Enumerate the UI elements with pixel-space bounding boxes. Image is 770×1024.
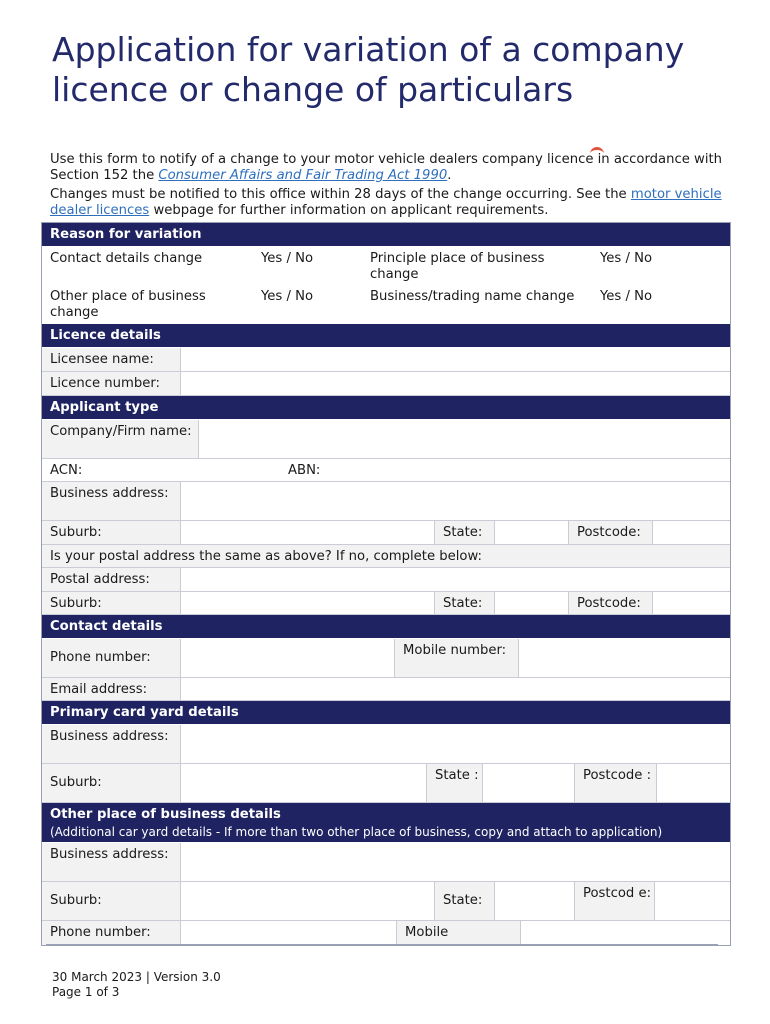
- applicant-header-text: Applicant type: [50, 400, 159, 415]
- contact-header-text: Contact details: [50, 619, 163, 634]
- other-address-label: Business address:: [42, 843, 180, 881]
- postal-postcode-input[interactable]: [652, 592, 730, 614]
- mobile-label: Mobile number:: [394, 639, 518, 677]
- reason-label-contact: Contact details change: [50, 251, 203, 266]
- phone-label: Phone number:: [42, 639, 180, 677]
- email-row: [42, 678, 730, 701]
- primary-yard-header-text: Primary card yard details: [50, 705, 239, 720]
- footer-page-number: Page 1 of 3: [52, 985, 120, 999]
- primary-suburb-row: [42, 764, 730, 803]
- other-phone-input[interactable]: [180, 921, 396, 945]
- state-input[interactable]: [494, 521, 568, 544]
- primary-postcode-input[interactable]: [656, 764, 730, 802]
- section-header-primary-yard: [42, 701, 730, 725]
- licence-header-text: Licence details: [50, 328, 161, 343]
- postal-suburb-label: Suburb:: [42, 592, 180, 614]
- section-header-reason: [42, 223, 730, 247]
- licensee-name-row: [42, 348, 730, 372]
- primary-address-label: Business address:: [42, 725, 180, 763]
- other-address-input[interactable]: [180, 843, 730, 881]
- postal-question-row: [42, 545, 730, 568]
- phone-input[interactable]: [180, 639, 394, 677]
- business-address-label: Business address:: [42, 482, 180, 520]
- primary-state-input[interactable]: [482, 764, 574, 802]
- postal-address-input[interactable]: [180, 568, 730, 591]
- company-name-label: Company/Firm name:: [42, 420, 198, 458]
- business-address-row: [42, 482, 730, 521]
- reason-row-1: [42, 247, 730, 285]
- company-name-input[interactable]: [198, 420, 730, 458]
- intro-p1-end: .: [447, 168, 452, 183]
- reason-choice-trading-name[interactable]: Yes / No: [600, 289, 653, 304]
- licence-number-input[interactable]: [180, 372, 730, 395]
- other-state-input[interactable]: [494, 882, 574, 920]
- mobile-input[interactable]: [518, 639, 730, 677]
- primary-state-label: State :: [426, 764, 482, 802]
- primary-address-row: [42, 725, 730, 764]
- postcode-input[interactable]: [652, 521, 730, 544]
- footer-version: 30 March 2023 | Version 3.0: [52, 970, 221, 984]
- other-place-header-text: Other place of business details: [50, 807, 281, 822]
- acn-label[interactable]: ACN:: [50, 463, 83, 478]
- section-header-other-place: [42, 803, 730, 843]
- reason-label-other-place: Other place of business change: [50, 289, 206, 320]
- other-phone-row: [42, 921, 730, 945]
- reason-choice-other-place[interactable]: Yes / No: [261, 289, 314, 304]
- primary-suburb-input[interactable]: [180, 764, 426, 802]
- page-title: Application for variation of a company licence or change of particulars: [52, 30, 685, 109]
- page-divider: [46, 944, 718, 945]
- primary-postcode-label: Postcode :: [574, 764, 656, 802]
- email-label: Email address:: [42, 678, 180, 700]
- other-mobile-label: Mobile: [396, 921, 520, 945]
- reason-row-2: [42, 285, 730, 324]
- postal-address-row: [42, 568, 730, 592]
- reason-label-trading-name: Business/trading name change: [370, 289, 575, 304]
- other-suburb-input[interactable]: [180, 882, 434, 920]
- phone-row: [42, 639, 730, 678]
- other-state-label: State:: [434, 882, 494, 920]
- company-name-row: [42, 420, 730, 459]
- reason-choice-contact[interactable]: Yes / No: [261, 251, 314, 266]
- intro-p2-text: Changes must be notified to this office within 28 days of the change occurring. See the: [50, 187, 631, 202]
- state-label: State:: [434, 521, 494, 544]
- postal-state-input[interactable]: [494, 592, 568, 614]
- other-postcode-label: Postcod e:: [574, 882, 654, 920]
- postal-address-label: Postal address:: [42, 568, 180, 591]
- postal-postcode-label: Postcode:: [568, 592, 652, 614]
- other-mobile-input[interactable]: [520, 921, 730, 945]
- licensee-name-label: Licensee name:: [42, 348, 180, 371]
- section-header-applicant: [42, 396, 730, 420]
- postal-state-label: State:: [434, 592, 494, 614]
- licence-number-row: [42, 372, 730, 396]
- licensee-name-input[interactable]: [180, 348, 730, 371]
- suburb-input[interactable]: [180, 521, 434, 544]
- other-place-subheader-text: (Additional car yard details - If more than two other place of business, copy and attach to application): [50, 825, 663, 839]
- intro-p1-text: Use this form to notify of a change to your motor vehicle dealers company licence in accordance with Section 152 the: [50, 152, 723, 183]
- postal-suburb-row: [42, 592, 730, 615]
- intro-p2-end: webpage for further information on applicant requirements.: [149, 203, 549, 218]
- primary-address-input[interactable]: [180, 725, 730, 763]
- other-postcode-input[interactable]: [654, 882, 730, 920]
- page-footer: [52, 970, 221, 1000]
- reason-choice-principle-place[interactable]: Yes / No: [600, 251, 653, 266]
- other-suburb-row: [42, 882, 730, 921]
- suburb-row: [42, 521, 730, 545]
- reason-label-principle-place: Principle place of business change: [370, 251, 545, 282]
- other-address-row: [42, 843, 730, 882]
- postal-question-text: Is your postal address the same as above? If no, complete below:: [50, 549, 482, 564]
- postal-suburb-input[interactable]: [180, 592, 434, 614]
- section-header-contact: [42, 615, 730, 639]
- business-address-input[interactable]: [180, 482, 730, 520]
- act-link[interactable]: Consumer Affairs and Fair Trading Act 1990: [158, 168, 448, 183]
- email-input[interactable]: [180, 678, 730, 700]
- abn-label[interactable]: ABN:: [288, 463, 321, 478]
- postcode-label: Postcode:: [568, 521, 652, 544]
- licences-webpage-link[interactable]: motor vehicle dealer licences: [50, 187, 722, 218]
- intro-text: [50, 152, 740, 222]
- other-phone-label: Phone number:: [42, 921, 180, 945]
- other-suburb-label: Suburb:: [42, 882, 180, 920]
- acn-abn-row: [42, 459, 730, 482]
- licence-number-label: Licence number:: [42, 372, 180, 395]
- reason-header-text: Reason for variation: [50, 227, 202, 242]
- primary-suburb-label: Suburb:: [42, 764, 180, 802]
- application-form: [41, 222, 731, 946]
- section-header-licence: [42, 324, 730, 348]
- suburb-label: Suburb:: [42, 521, 180, 544]
